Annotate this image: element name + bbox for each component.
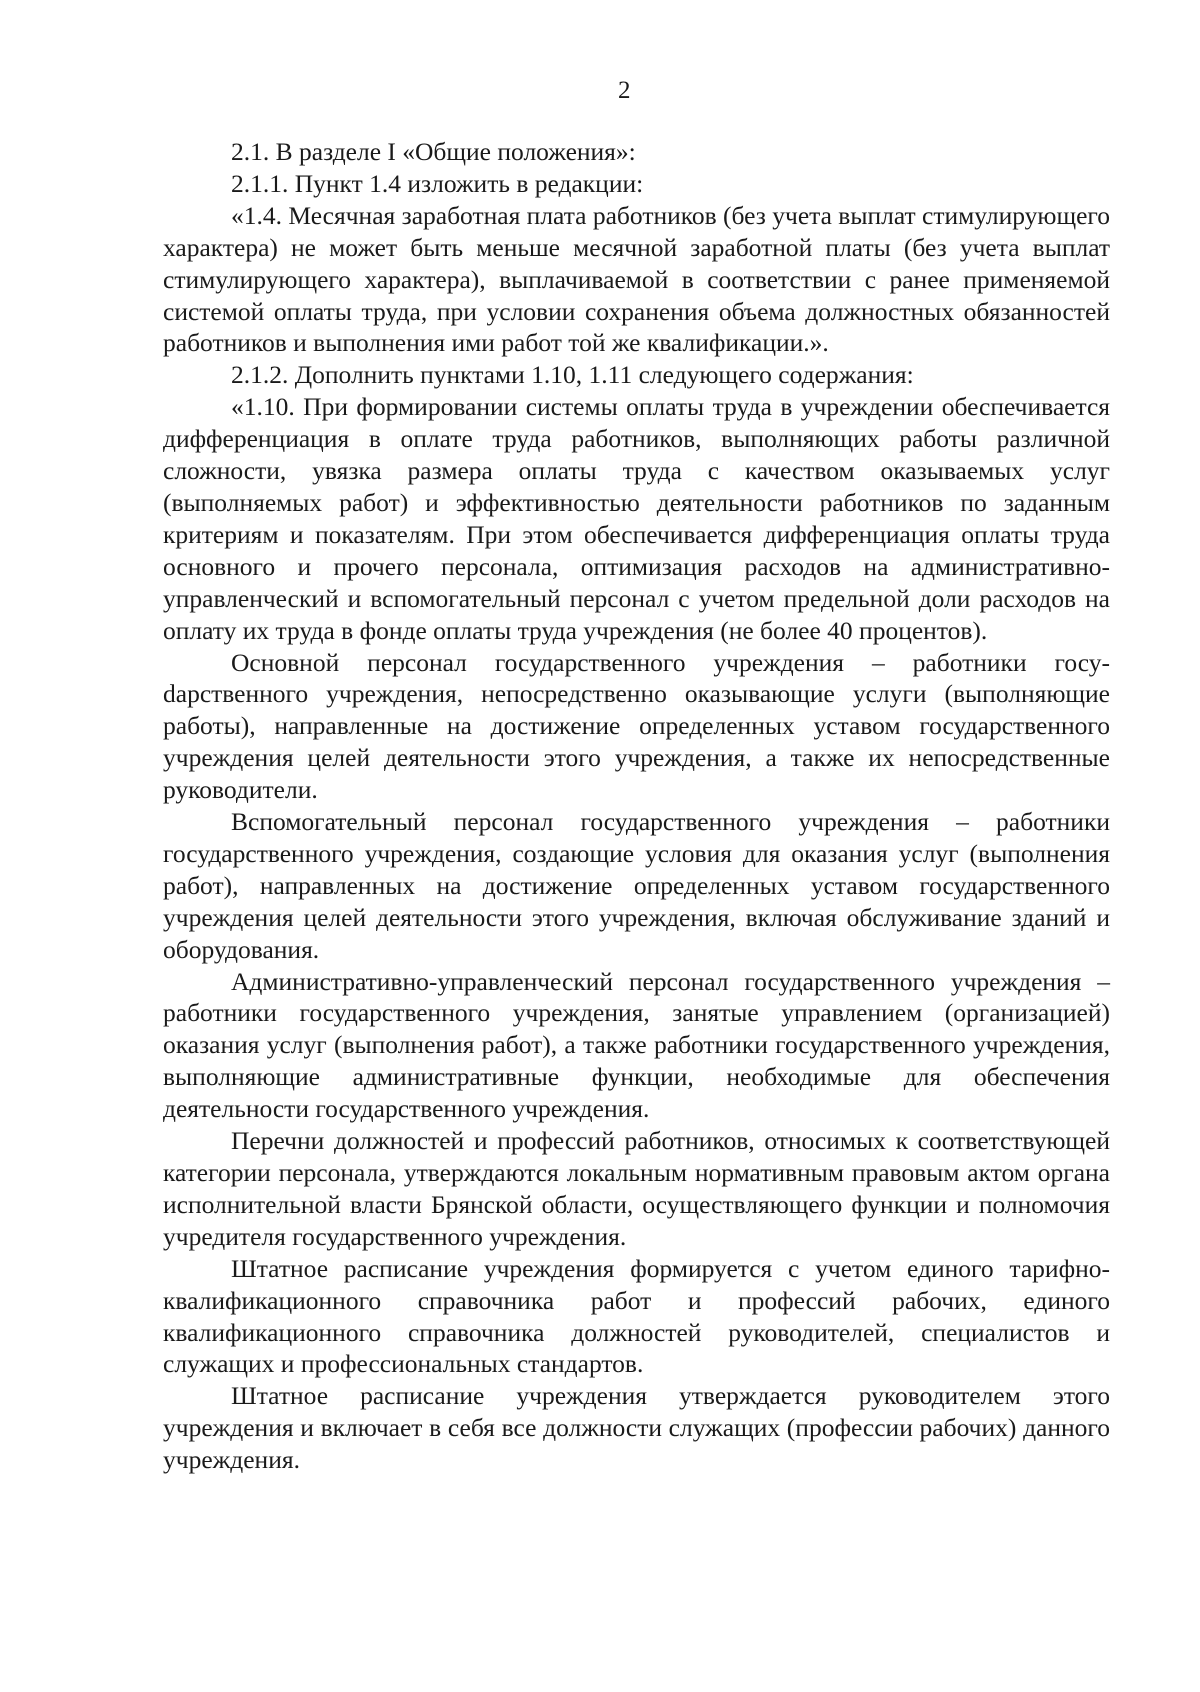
paragraph-2-1-1: 2.1.1. Пункт 1.4 изложить в редакции: [231, 168, 644, 198]
paragraph-support-staff: Вспомогательный персонал государственного учреждения – работники государственного учреждения, создающие условия для оказания услуг (выполнения работ), направленных на достижение определенных уставом государственного учреждения целей деятельности этого учреждения, включая обслуживание зданий и оборудования. [163, 807, 1110, 964]
paragraph-staffing-approval: Штатное расписание учреждения утверждается руководителем этого учреждения и включает в себя все должности служащих (профессии рабочих) данного учреждения. [163, 1381, 1110, 1475]
paragraph-2-1-2: 2.1.2. Дополнить пунктами 1.10, 1.11 следующего содержания: [231, 360, 914, 390]
paragraph-1-4-text: «1.4. Месячная заработная плата работников (без учета выплат стимулирующего характера) не может быть меньше месячной заработной платы (без учета выплат стимулирующего характера), выплачиваемой в соответствии с ранее применяемой системой оплаты труда, при условии сохранения объема должностных обязанностей работников и выполнения ими работ той же квалификации.». [163, 200, 1110, 358]
paragraph-2-1: 2.1. В разделе I «Общие положения»: [231, 137, 636, 166]
paragraph-main-staff: Основной персонал государственного учреждения – работники госуdарственного учреждения, непосредственно оказывающие услуги (выполняющие работы), направленные на достижение определенных уставом государственного учреждения целей деятельности этого учреждения, а также их непосредственные руководители. [163, 647, 1110, 805]
paragraph-staffing-formation: Штатное расписание учреждения формируется с учетом единого тарифно-квалификационного справочника работ и профессий рабочих, единого квалификационного справочника должностей руководителей, специалистов и служащих и профессиональных стандартов. [163, 1253, 1110, 1379]
paragraph-admin-staff: Административно-управленческий персонал государственного учреждения – работники государственного учреждения, занятые управлением (организацией) оказания услуг (выполнения работ), а также работники государственного учреждения, выполняющие административные функции, необходимые для обеспечения деятельности государственного учреждения. [163, 966, 1110, 1124]
paragraph-position-lists: Перечни должностей и профессий работников, относимых к соответствующей категории персонала, утверждаются локальным нормативным правовым актом органа исполнительной власти Брянской области, осуществляющего функции и полномочия учредителя государственного учреждения. [163, 1126, 1110, 1251]
document-body [163, 136, 1110, 1476]
page-number: 2 [618, 77, 631, 104]
paragraph-1-10-text: «1.10. При формировании системы оплаты труда в учреждении обеспечивается дифференциация в оплате труда работников, выполняющих работы различной сложности, увязка размера оплаты труда с качеством оказываемых услуг (выполняемых работ) и эффективностью деятельности работников по заданным критериям и показателям. При этом обеспечивается дифференциация оплаты труда основного и прочего персонала, оптимизация расходов на административно-управленческий и вспомогательный персонал с учетом предельной доли расходов на оплату их труда в фонде оплаты труда учреждения (не более 40 процентов). [163, 392, 1110, 645]
